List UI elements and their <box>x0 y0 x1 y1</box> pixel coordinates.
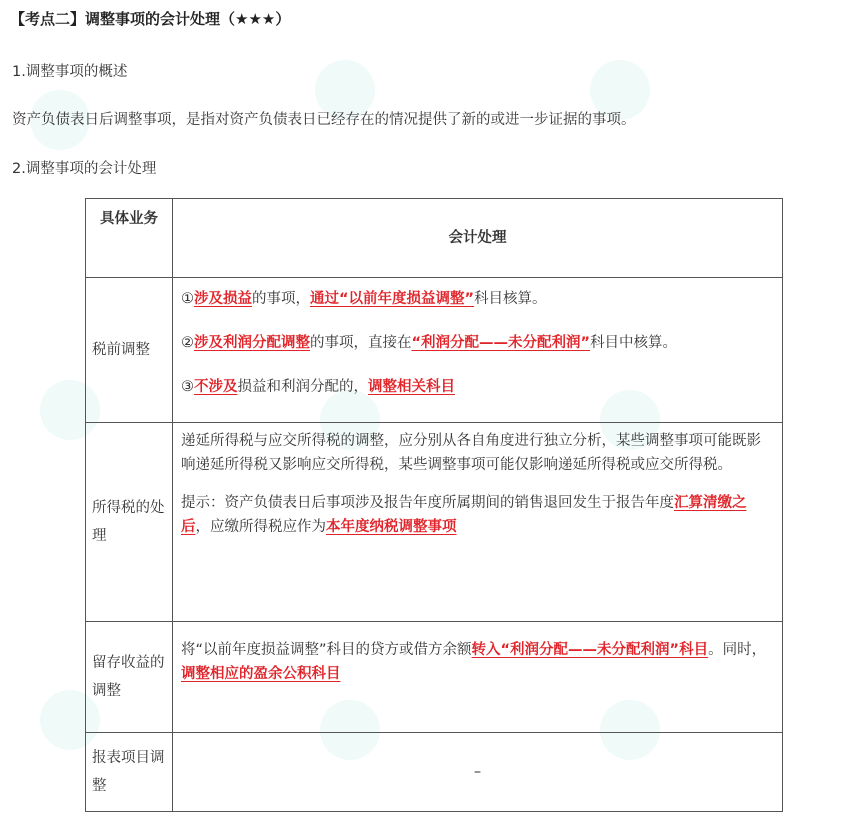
row-label-report: 报表项目调整 <box>86 733 173 812</box>
highlight-text: 涉及利润分配调整 <box>194 335 310 351</box>
table-row <box>86 733 783 812</box>
highlight-text: 调整相应的盈余公积科目 <box>181 666 341 682</box>
item-number: ① <box>181 291 194 307</box>
row-label-tax: 所得税的处理 <box>86 423 173 622</box>
body-text: 科目核算。 <box>474 291 547 307</box>
body-text: 的事项，直接在 <box>310 335 412 351</box>
highlight-text: 本年度纳税调整事项 <box>326 519 457 535</box>
body-text: 的事项， <box>252 291 310 307</box>
adjustment-table <box>85 198 783 812</box>
body-text: 将“以前年度损益调整”科目的贷方或借方余额 <box>181 642 472 658</box>
table-row <box>86 423 783 622</box>
highlight-text: 调整相关科目 <box>368 379 455 395</box>
row-content-tax <box>173 423 783 622</box>
highlight-text: 转入“利润分配——未分配利润”科目 <box>471 642 709 658</box>
body-text: ，应缴所得税应作为 <box>195 519 326 535</box>
header-accounting: 会计处理 <box>173 199 783 278</box>
pretax-item-3 <box>181 375 774 399</box>
highlight-text: 通过“以前年度损益调整” <box>310 291 475 307</box>
body-text: 损益和利润分配的， <box>237 379 368 395</box>
tax-paragraph: 递延所得税与应交所得税的调整，应分别从各自角度进行独立分析，某些调整事项可能既影响递延所得税又影响应交所得税，某些调整事项可能仅影响递延所得税或应交所得税。 <box>181 433 761 473</box>
page-title: 【考点二】调整事项的会计处理（★★★） <box>10 10 291 28</box>
body-text: 科目中核算。 <box>590 335 678 351</box>
table-row <box>86 622 783 733</box>
row-label-pretax: 税前调整 <box>86 278 173 423</box>
tax-tip <box>181 491 774 539</box>
row-content-pretax <box>173 278 783 423</box>
table-row <box>86 278 783 423</box>
row-content-retained <box>173 622 783 733</box>
body-text: 提示：资产负债表日后事项涉及报告年度所属期间的销售退回发生于报告年度 <box>181 495 674 511</box>
pretax-item-1 <box>181 287 774 311</box>
retained-text <box>181 638 774 686</box>
highlight-text: 涉及损益 <box>194 291 252 307</box>
pretax-item-2 <box>181 331 774 355</box>
highlight-text: “利润分配——未分配利润” <box>411 335 591 351</box>
row-content-report: – <box>173 733 783 812</box>
section1-heading: 1.调整事项的概述 <box>12 64 128 80</box>
item-number: ② <box>181 335 194 351</box>
body-text: 。同时， <box>708 642 767 658</box>
row-label-retained: 留存收益的调整 <box>86 622 173 733</box>
table-header-row <box>86 199 783 278</box>
section1-text: 资产负债表日后调整事项，是指对资产负债表日已经存在的情况提供了新的或进一步证据的事项。 <box>12 112 636 128</box>
item-number: ③ <box>181 379 194 395</box>
section2-heading: 2.调整事项的会计处理 <box>12 161 157 177</box>
highlight-text: 汇算清缴之后 <box>181 495 747 535</box>
highlight-text: 不涉及 <box>194 379 238 395</box>
header-business: 具体业务 <box>86 199 173 278</box>
